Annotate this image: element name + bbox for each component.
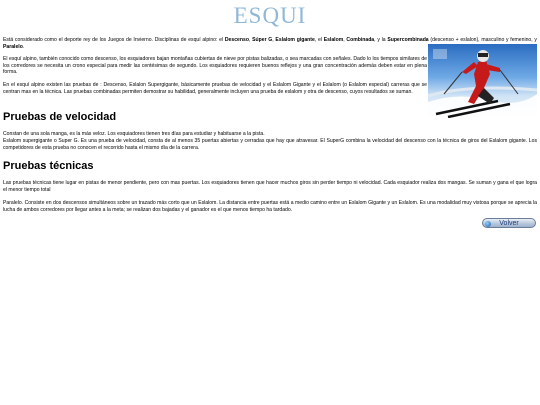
separator: , el [314,37,324,43]
intro-text: . [22,43,25,50]
separator: , [248,37,253,43]
page-title: ESQUI [233,3,307,28]
back-button[interactable] [482,218,536,228]
term-supercombinada: Supercombinada [387,37,429,43]
section-heading-velocidad: Pruebas de velocidad [3,111,117,123]
skier-image [428,44,537,118]
intro-text: Está considerado como el deporte rey de los Juegos de Invierno. Disciplinas de esquí alpino: el [3,37,225,43]
separator: , [343,37,347,43]
intro-text: (descenso + eslalon), masculino y femenino, y [428,37,537,43]
tecnicas-paragraph-2: Paralelo. Consiste en dos descensos simultáneos sobre un trazado más corto que un Eslalom. La distancia entre puertas está a medio camino entre un Eslalom Gigante y un Eslalom. Es una modalidad muy vistosa porque se aprecia la lucha de ambos corredores por llegar antes a la meta; se realizan dos bajadas y el ganador es el que menos tiempo ha tardado. [3,200,537,213]
velocidad-paragraph-1: Constan de una sola manga, es la más veloz. Los esquiadores tienen tres días para estudiar y habituarse a la pista. [3,131,265,137]
intro-paragraph-2: El esquí alpino, también conocido como descenso, los esquiadores bajan montañas cubiertas de nieve por pistas balizadas, o sea marcadas con señales. Dado lo los tiempos similares de los corredores se necesita un crono especial para medir las centésimas de segundo. Los esquiadores requieren buenos reflejos y una gran concentración además deben estar en plena forma. [3,56,427,76]
separator: , y la [374,37,388,43]
intro-paragraph-3: En el esquí alpino existen las pruebas de : Descenso, Eslalon Supergigante, básicamente pruebas de velocidad y el Eslalom Gigante y el Eslalom (o Eslalom especial) carreras que se centran mas en la técnica. Las pruebas combinadas permiten demostrar su habilidad, generalmente incluyen una prueba de eslalom y otra de descenso, cuyos resultados se suman. [3,82,427,95]
term-super-g: Súper G [252,37,273,43]
tecnicas-paragraph-1: Las pruebas técnicas tiene lugar en pistas de menor pendiente, pero con mas puertas. Los esquiadores tienen que hacer muchos giros sin perder tiempo ni velocidad. Cada esquiador realiza dos mangas. Se suman y gana el que logra el menor tiempo total [3,180,537,193]
back-arrow-icon [485,221,491,227]
section-heading-tecnicas: Pruebas técnicas [3,160,94,172]
back-button-label: Volver [499,220,519,227]
velocidad-paragraph-2: Eslalom supergigante o Super G. Es una prueba de velocidad, consta de al menos 35 puertas abiertas y cerradas que hay que atravesar. El SuperG combina la velocidad del descenso con la técnica de giros del Eslalom gigante. Los competidores de esta prueba no conocen el recorrido hasta el mismo día de la carrera. [3,138,537,151]
term-paralelo: Paralelo [3,43,23,50]
term-descenso: Descenso [224,37,249,43]
separator: , [272,37,276,43]
term-combinada: Combinada [346,37,375,43]
term-eslalom: Eslalom [323,37,344,43]
term-eslalom-gigante: Eslalom gigante [275,37,315,43]
